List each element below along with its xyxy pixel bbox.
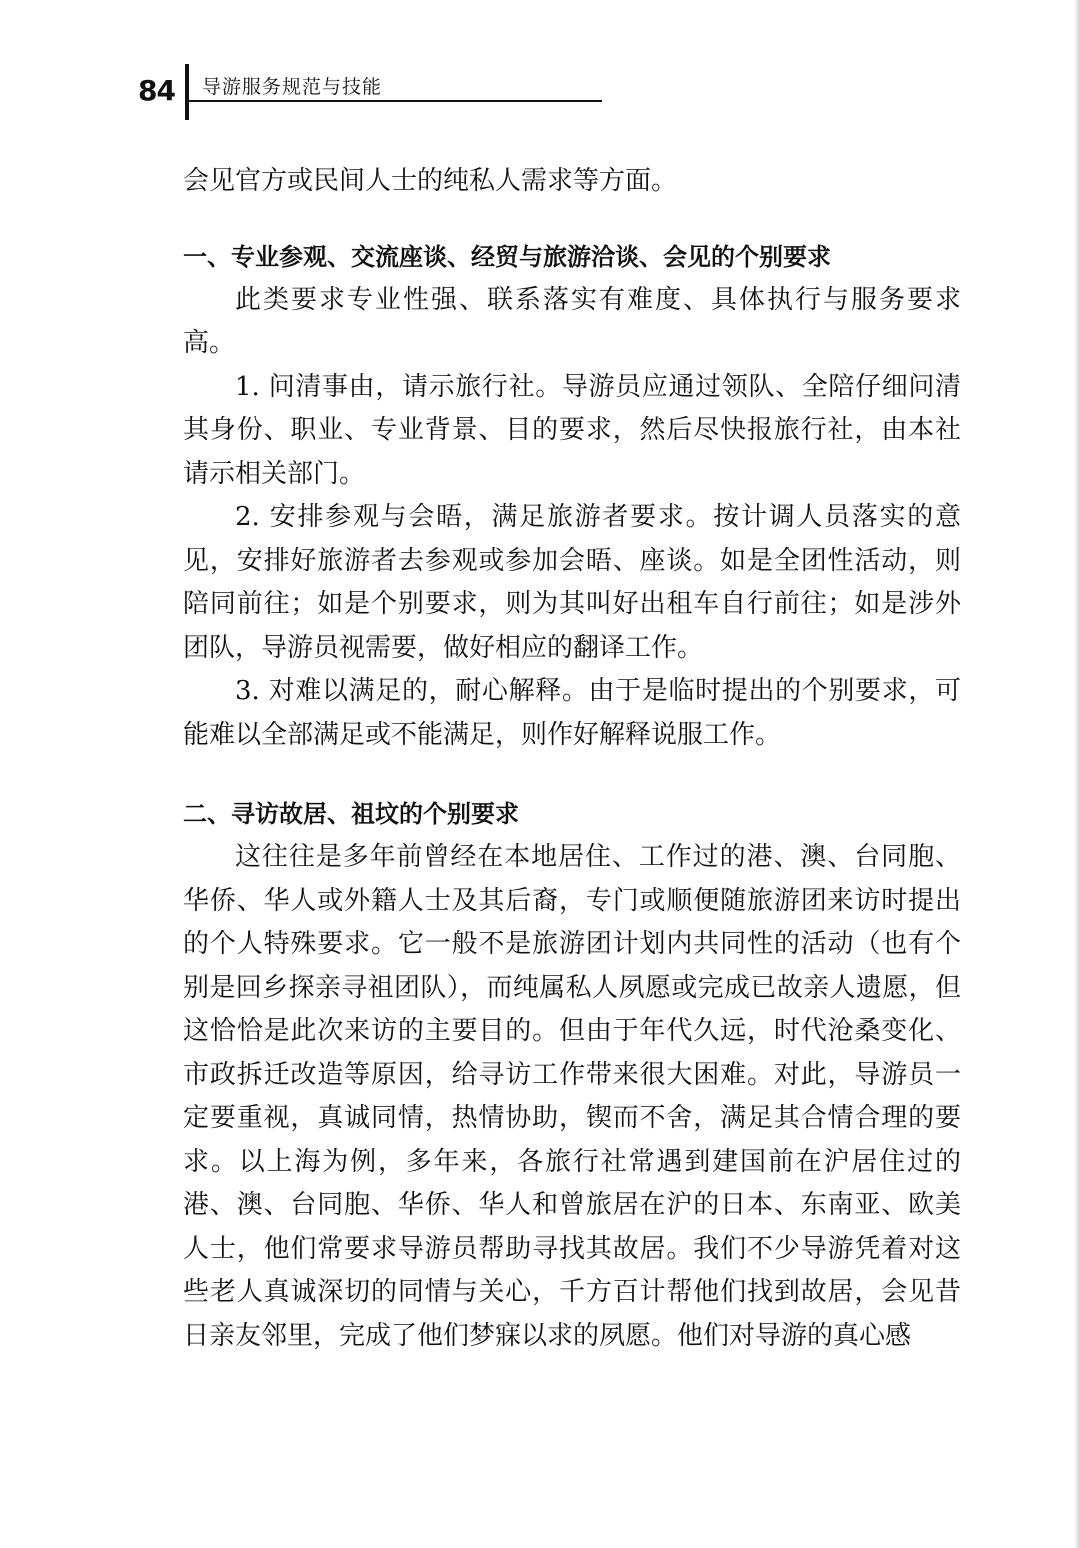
page-edge-shadow (1074, 0, 1080, 1548)
header-rule (189, 100, 602, 102)
section-1-item-3: 3. 对难以满足的，耐心解释。由于是临时提出的个别要求，可能难以全部满足或不能满足，则作好解释说服工作。 (183, 676, 961, 750)
section-1-paragraph: 此类要求专业性强、联系落实有难度、具体执行与服务要求高。 (183, 284, 961, 358)
section-1-heading: 一、专业参观、交流座谈、经贸与旅游洽谈、会见的个别要求 (183, 242, 831, 271)
page-body (183, 160, 961, 1358)
header-vertical-bar (185, 64, 189, 120)
page-number: 84 (138, 74, 175, 107)
section-1-item-2: 2. 安排参观与会晤，满足旅游者要求。按计调人员落实的意见，安排好旅游者去参观或参加会晤、座谈。如是全团性活动，则陪同前往；如是个别要求，则为其叫好出租车自行前往；如是涉外团队，导游员视需要，做好相应的翻译工作。 (183, 502, 961, 663)
section-2-heading: 二、寻访故居、祖坟的个别要求 (183, 800, 519, 828)
section-1-item-1: 1. 问清事由，请示旅行社。导游员应通过领队、全陪仔细问清其身份、职业、专业背景、目的要求，然后尽快报旅行社，由本社请示相关部门。 (183, 371, 961, 489)
running-header (132, 62, 602, 122)
section-2-paragraph: 这往往是多年前曾经在本地居住、工作过的港、澳、台同胞、华侨、华人或外籍人士及其后裔，专门或顺便随旅游团来访时提出的个人特殊要求。它一般不是旅游团计划内共同性的活动（也有个别是回乡探亲寻祖团队），而纯属私人夙愿或完成已故亲人遗愿，但这恰恰是此次来访的主要目的。但由于年代久远，时代沧桑变化、市政拆迁改造等原因，给寻访工作带来很大困难。对此，导游员一定要重视，真诚同情，热情协助，锲而不舍，满足其合情合理的要求。以上海为例，多年来，各旅行社常遇到建国前在沪居住过的港、澳、台同胞、华侨、华人和曾旅居在沪的日本、东南亚、欧美人士，他们常要求导游员帮助寻找其故居。我们不少导游凭着对这些老人真诚深切的同情与关心，千方百计帮他们找到故居，会见昔日亲友邻里，完成了他们梦寐以求的夙愿。他们对导游的真心感 (183, 842, 961, 1351)
book-title: 导游服务规范与技能 (202, 76, 383, 98)
intro-paragraph: 会见官方或民间人士的纯私人需求等方面。 (183, 166, 678, 196)
